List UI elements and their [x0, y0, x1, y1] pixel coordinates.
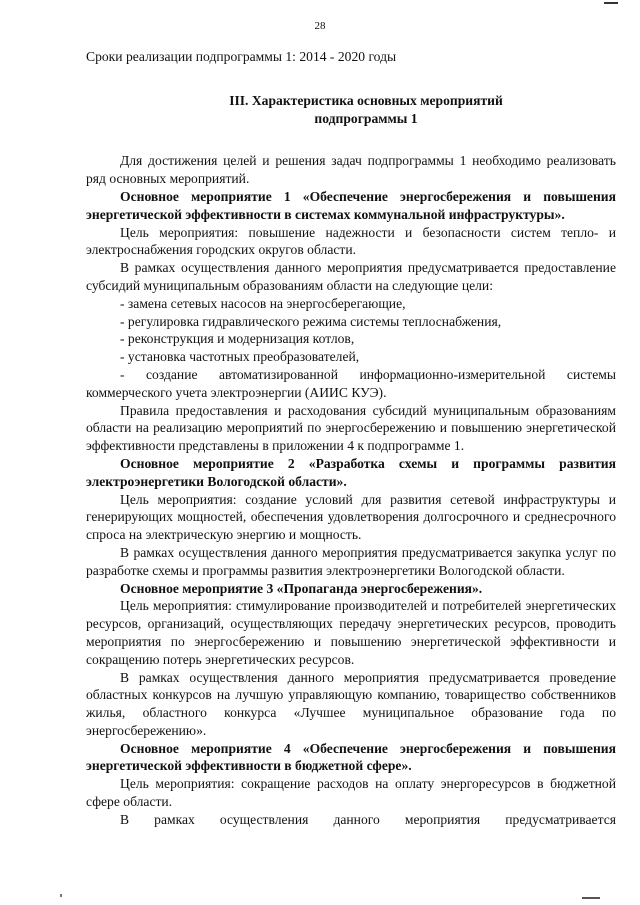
measure-2-title: Основное мероприятие 2 «Разработка схемы и программы развития электроэнергетики Вологодской области». — [86, 455, 616, 489]
measure-4-title: Основное мероприятие 4 «Обеспечение энергосбережения и повышения энергетической эффективности в бюджетной сфере». — [86, 740, 616, 774]
scan-mark — [60, 894, 62, 897]
scan-mark — [604, 2, 618, 4]
intro-paragraph: Для достижения целей и решения задач подпрограммы 1 необходимо реализовать ряд основных мероприятий. — [86, 153, 616, 187]
measure-4-scope: В рамках осуществления данного мероприятия предусматривается — [120, 811, 616, 827]
measure-2-goal: Цель мероприятия: создание условий для развития сетевой инфраструктуры и генерирующих мощностей, обеспечения удовлетворения долгосрочного и среднесрочного спроса на электрическую энергию и мощность. — [86, 491, 616, 543]
page-number: 28 — [314, 20, 326, 32]
measure-4-goal: Цель мероприятия: сокращение расходов на оплату энергоресурсов в бюджетной сфере области. — [86, 776, 616, 810]
section-heading-line-1: III. Характеристика основных мероприятий — [229, 92, 503, 108]
list-item: - установка частотных преобразователей, — [120, 349, 360, 365]
scan-mark — [582, 897, 600, 899]
list-item: - реконструкция и модернизация котлов, — [120, 331, 355, 347]
measure-3-scope: В рамках осуществления данного мероприятия предусматривается проведение областных конкурсов на лучшую управляющую компанию, товарищество собственников жилья, областного конкурса «Лучшее муниципальное образование года по энергосбережению». — [86, 669, 616, 738]
section-heading — [116, 92, 616, 128]
measure-1-scope: В рамках осуществления данного мероприятия предусматривается предоставление субсидий муниципальным образованиям области на следующие цели: — [86, 260, 616, 293]
list-item: - регулировка гидравлического режима системы теплоснабжения, — [120, 313, 502, 329]
measure-1-title: Основное мероприятие 1 «Обеспечение энергосбережения и повышения энергетической эффективности в системах коммунальной инфраструктуры». — [86, 188, 616, 222]
measure-1-rules: Правила предоставления и расходования субсидий муниципальным образованиям области на реализацию мероприятий по энергосбережению и повышению энергетической эффективности представлены в приложении 4 к подпрограмме 1. — [86, 402, 616, 454]
document-body — [86, 48, 616, 829]
measure-2-scope: В рамках осуществления данного мероприятия предусматривается закупка услуг по разработке схемы и программы развития электроэнергетики Вологодской области. — [86, 544, 616, 578]
measure-3-goal: Цель мероприятия: стимулирование производителей и потребителей энергетических ресурсов, организаций, осуществляющих передачу энергетических ресурсов, проводить мероприятия по энергосбережению и повышению энергетической эффективности и сокращению потерь энергетических ресурсов. — [86, 598, 616, 667]
term-line: Сроки реализации подпрограммы 1: 2014 - 2020 годы — [86, 49, 397, 64]
list-item: - замена сетевых насосов на энергосберегающие, — [120, 295, 406, 311]
list-item: - создание автоматизированной информационно-измерительной системы коммерческого учета электроэнергии (АИИС КУЭ). — [86, 366, 616, 400]
measure-3-title: Основное мероприятие 3 «Пропаганда энергосбережения». — [120, 580, 483, 596]
section-heading-line-2: подпрограммы 1 — [314, 110, 418, 126]
measure-1-goal: Цель мероприятия: повышение надежности и безопасности систем тепло- и электроснабжения городских округов области. — [86, 224, 616, 258]
